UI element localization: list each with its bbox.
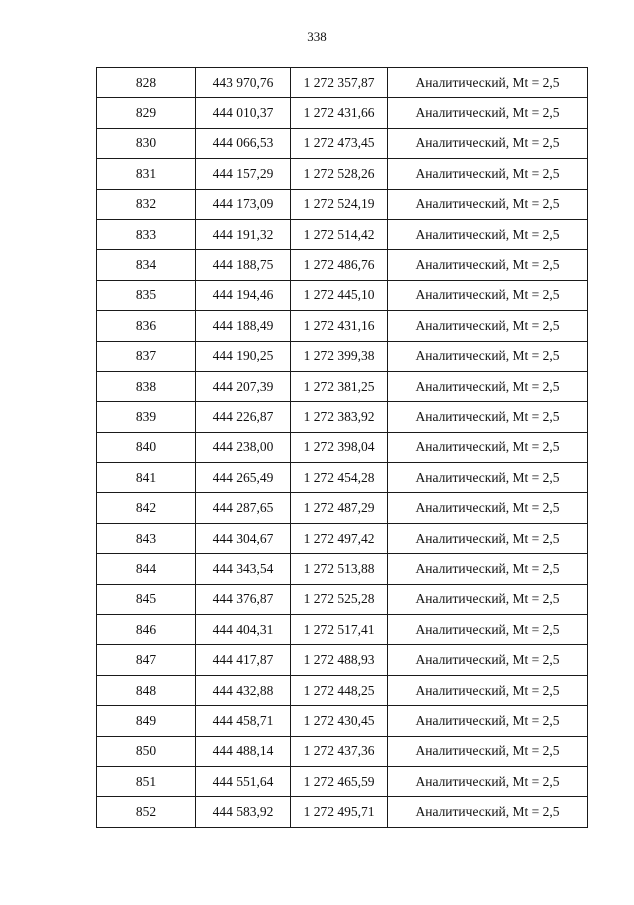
y-coordinate: 1 272 357,87 bbox=[291, 68, 388, 98]
y-coordinate: 1 272 487,29 bbox=[291, 493, 388, 523]
x-coordinate: 444 010,37 bbox=[196, 98, 291, 128]
method-cell: Аналитический, Mt = 2,5 bbox=[388, 706, 588, 736]
table-row bbox=[97, 128, 588, 158]
y-coordinate: 1 272 524,19 bbox=[291, 189, 388, 219]
point-number: 849 bbox=[97, 706, 196, 736]
method-cell: Аналитический, Mt = 2,5 bbox=[388, 311, 588, 341]
y-coordinate: 1 272 513,88 bbox=[291, 554, 388, 584]
y-coordinate: 1 272 454,28 bbox=[291, 463, 388, 493]
x-coordinate: 444 404,31 bbox=[196, 615, 291, 645]
table-row bbox=[97, 371, 588, 401]
table-row bbox=[97, 68, 588, 98]
method-cell: Аналитический, Mt = 2,5 bbox=[388, 645, 588, 675]
y-coordinate: 1 272 448,25 bbox=[291, 675, 388, 705]
table-row bbox=[97, 280, 588, 310]
y-coordinate: 1 272 473,45 bbox=[291, 128, 388, 158]
y-coordinate: 1 272 381,25 bbox=[291, 371, 388, 401]
point-number: 831 bbox=[97, 159, 196, 189]
method-cell: Аналитический, Mt = 2,5 bbox=[388, 797, 588, 827]
table-row bbox=[97, 250, 588, 280]
table-row bbox=[97, 98, 588, 128]
x-coordinate: 444 226,87 bbox=[196, 402, 291, 432]
method-cell: Аналитический, Mt = 2,5 bbox=[388, 402, 588, 432]
y-coordinate: 1 272 528,26 bbox=[291, 159, 388, 189]
x-coordinate: 444 583,92 bbox=[196, 797, 291, 827]
x-coordinate: 444 157,29 bbox=[196, 159, 291, 189]
x-coordinate: 444 173,09 bbox=[196, 189, 291, 219]
table-row bbox=[97, 311, 588, 341]
method-cell: Аналитический, Mt = 2,5 bbox=[388, 250, 588, 280]
table-row bbox=[97, 432, 588, 462]
x-coordinate: 444 417,87 bbox=[196, 645, 291, 675]
y-coordinate: 1 272 486,76 bbox=[291, 250, 388, 280]
point-number: 834 bbox=[97, 250, 196, 280]
x-coordinate: 444 238,00 bbox=[196, 432, 291, 462]
method-cell: Аналитический, Mt = 2,5 bbox=[388, 68, 588, 98]
method-cell: Аналитический, Mt = 2,5 bbox=[388, 584, 588, 614]
method-cell: Аналитический, Mt = 2,5 bbox=[388, 280, 588, 310]
point-number: 836 bbox=[97, 311, 196, 341]
x-coordinate: 444 190,25 bbox=[196, 341, 291, 371]
point-number: 828 bbox=[97, 68, 196, 98]
table-row bbox=[97, 463, 588, 493]
point-number: 830 bbox=[97, 128, 196, 158]
coordinates-table bbox=[96, 67, 588, 828]
x-coordinate: 444 432,88 bbox=[196, 675, 291, 705]
y-coordinate: 1 272 488,93 bbox=[291, 645, 388, 675]
method-cell: Аналитический, Mt = 2,5 bbox=[388, 554, 588, 584]
method-cell: Аналитический, Mt = 2,5 bbox=[388, 219, 588, 249]
table-row bbox=[97, 615, 588, 645]
y-coordinate: 1 272 398,04 bbox=[291, 432, 388, 462]
y-coordinate: 1 272 517,41 bbox=[291, 615, 388, 645]
y-coordinate: 1 272 437,36 bbox=[291, 736, 388, 766]
point-number: 848 bbox=[97, 675, 196, 705]
table-row bbox=[97, 493, 588, 523]
y-coordinate: 1 272 431,66 bbox=[291, 98, 388, 128]
point-number: 829 bbox=[97, 98, 196, 128]
method-cell: Аналитический, Mt = 2,5 bbox=[388, 371, 588, 401]
x-coordinate: 444 265,49 bbox=[196, 463, 291, 493]
y-coordinate: 1 272 465,59 bbox=[291, 766, 388, 796]
x-coordinate: 444 488,14 bbox=[196, 736, 291, 766]
x-coordinate: 444 191,32 bbox=[196, 219, 291, 249]
table-row bbox=[97, 159, 588, 189]
point-number: 832 bbox=[97, 189, 196, 219]
x-coordinate: 444 376,87 bbox=[196, 584, 291, 614]
method-cell: Аналитический, Mt = 2,5 bbox=[388, 463, 588, 493]
table-row bbox=[97, 189, 588, 219]
method-cell: Аналитический, Mt = 2,5 bbox=[388, 128, 588, 158]
method-cell: Аналитический, Mt = 2,5 bbox=[388, 432, 588, 462]
table-row bbox=[97, 219, 588, 249]
table-row bbox=[97, 675, 588, 705]
y-coordinate: 1 272 431,16 bbox=[291, 311, 388, 341]
table-row bbox=[97, 797, 588, 827]
x-coordinate: 443 970,76 bbox=[196, 68, 291, 98]
table-row bbox=[97, 341, 588, 371]
point-number: 850 bbox=[97, 736, 196, 766]
table-row bbox=[97, 645, 588, 675]
point-number: 839 bbox=[97, 402, 196, 432]
point-number: 837 bbox=[97, 341, 196, 371]
point-number: 852 bbox=[97, 797, 196, 827]
method-cell: Аналитический, Mt = 2,5 bbox=[388, 341, 588, 371]
method-cell: Аналитический, Mt = 2,5 bbox=[388, 523, 588, 553]
point-number: 840 bbox=[97, 432, 196, 462]
method-cell: Аналитический, Mt = 2,5 bbox=[388, 736, 588, 766]
method-cell: Аналитический, Mt = 2,5 bbox=[388, 189, 588, 219]
y-coordinate: 1 272 497,42 bbox=[291, 523, 388, 553]
method-cell: Аналитический, Mt = 2,5 bbox=[388, 98, 588, 128]
x-coordinate: 444 458,71 bbox=[196, 706, 291, 736]
table-row bbox=[97, 584, 588, 614]
x-coordinate: 444 287,65 bbox=[196, 493, 291, 523]
y-coordinate: 1 272 445,10 bbox=[291, 280, 388, 310]
x-coordinate: 444 207,39 bbox=[196, 371, 291, 401]
y-coordinate: 1 272 514,42 bbox=[291, 219, 388, 249]
point-number: 851 bbox=[97, 766, 196, 796]
point-number: 846 bbox=[97, 615, 196, 645]
point-number: 841 bbox=[97, 463, 196, 493]
table-row bbox=[97, 766, 588, 796]
page-number: 338 bbox=[307, 29, 327, 44]
point-number: 842 bbox=[97, 493, 196, 523]
point-number: 847 bbox=[97, 645, 196, 675]
point-number: 835 bbox=[97, 280, 196, 310]
table-row bbox=[97, 523, 588, 553]
method-cell: Аналитический, Mt = 2,5 bbox=[388, 766, 588, 796]
y-coordinate: 1 272 525,28 bbox=[291, 584, 388, 614]
y-coordinate: 1 272 430,45 bbox=[291, 706, 388, 736]
y-coordinate: 1 272 383,92 bbox=[291, 402, 388, 432]
x-coordinate: 444 188,49 bbox=[196, 311, 291, 341]
table-row bbox=[97, 554, 588, 584]
method-cell: Аналитический, Mt = 2,5 bbox=[388, 615, 588, 645]
method-cell: Аналитический, Mt = 2,5 bbox=[388, 493, 588, 523]
method-cell: Аналитический, Mt = 2,5 bbox=[388, 675, 588, 705]
point-number: 843 bbox=[97, 523, 196, 553]
table-row bbox=[97, 706, 588, 736]
y-coordinate: 1 272 495,71 bbox=[291, 797, 388, 827]
table-row bbox=[97, 736, 588, 766]
x-coordinate: 444 304,67 bbox=[196, 523, 291, 553]
method-cell: Аналитический, Mt = 2,5 bbox=[388, 159, 588, 189]
point-number: 833 bbox=[97, 219, 196, 249]
point-number: 845 bbox=[97, 584, 196, 614]
x-coordinate: 444 551,64 bbox=[196, 766, 291, 796]
x-coordinate: 444 194,46 bbox=[196, 280, 291, 310]
point-number: 844 bbox=[97, 554, 196, 584]
point-number: 838 bbox=[97, 371, 196, 401]
table-row bbox=[97, 402, 588, 432]
y-coordinate: 1 272 399,38 bbox=[291, 341, 388, 371]
x-coordinate: 444 343,54 bbox=[196, 554, 291, 584]
x-coordinate: 444 066,53 bbox=[196, 128, 291, 158]
x-coordinate: 444 188,75 bbox=[196, 250, 291, 280]
table-body bbox=[97, 68, 588, 828]
